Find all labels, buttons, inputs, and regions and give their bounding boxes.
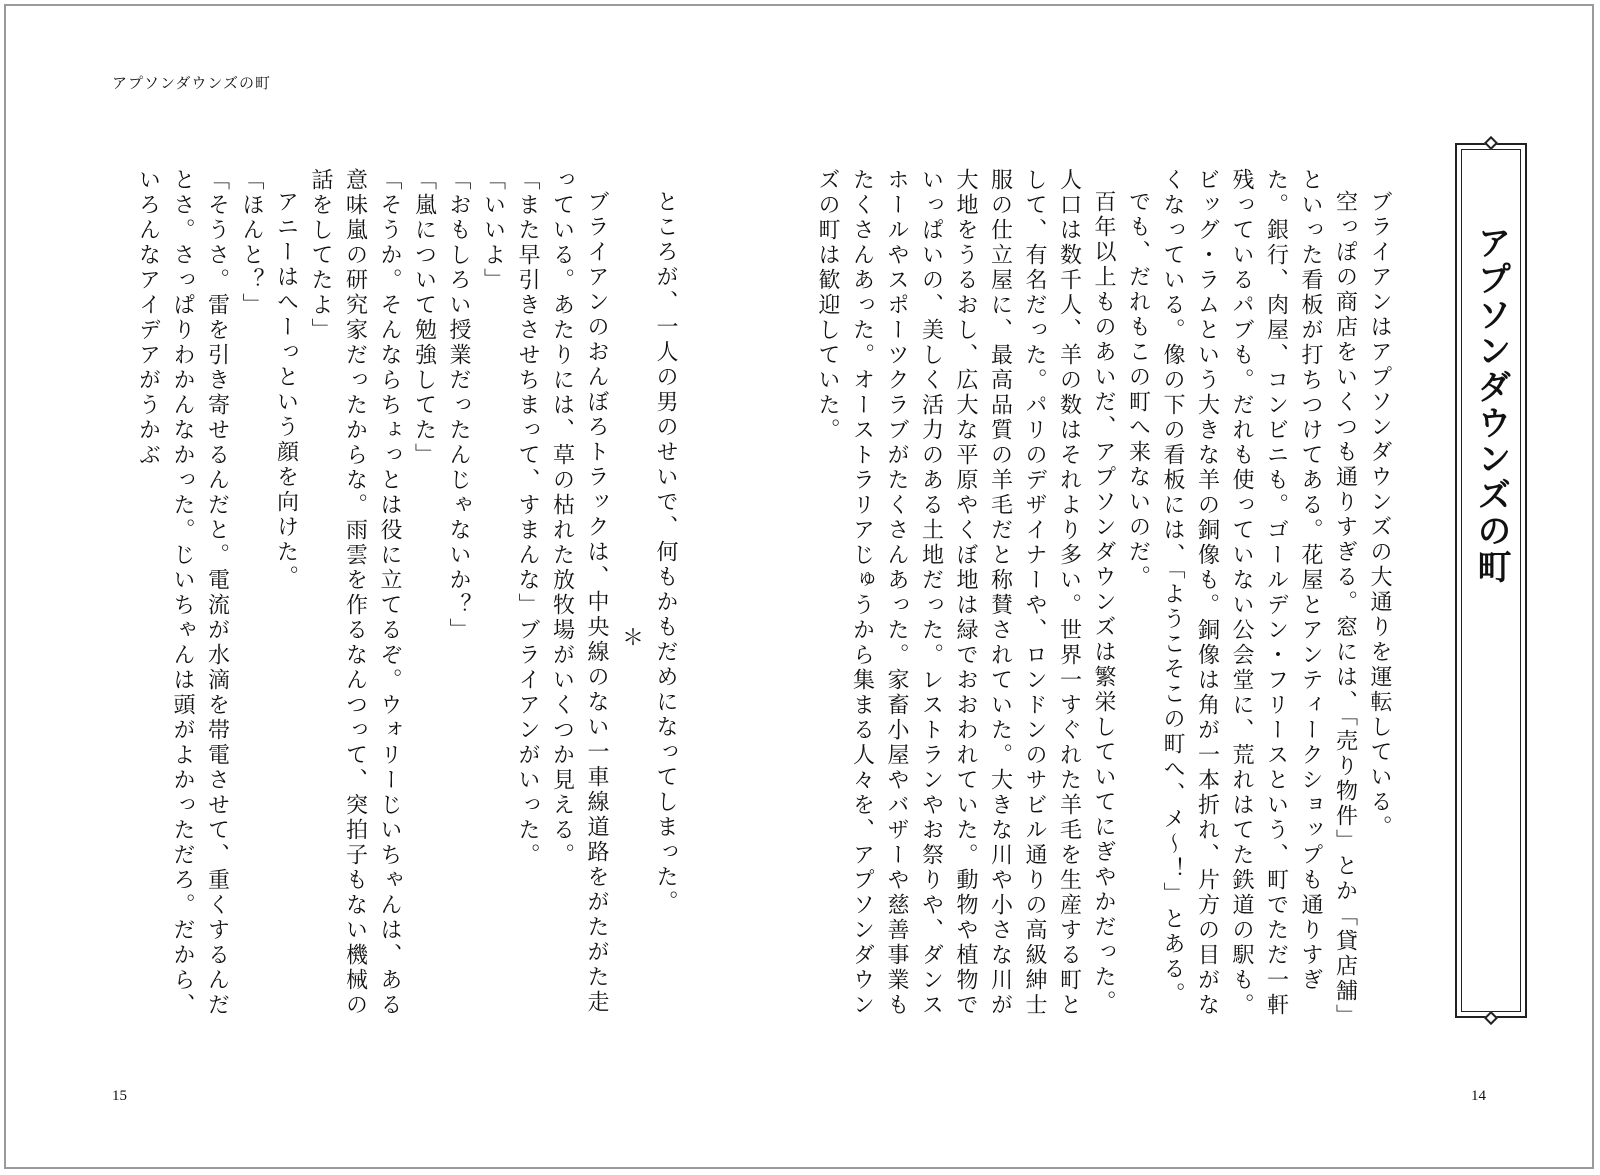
paragraph: ところが、一人の男のせいで、何もかもだめになってしまった。 — [653, 190, 678, 915]
paragraph: でも、だれもこの町へ来ないのだ。 — [1125, 190, 1151, 590]
paragraph: アニーはへーっという顔を向けた。 — [273, 190, 299, 590]
page-number-right: 14 — [1471, 1088, 1486, 1104]
section-break: ＊ — [618, 625, 644, 651]
running-head: アプソンダウンズの町 — [112, 74, 271, 92]
dialogue-line: 「嵐について勉強してた」 — [411, 168, 437, 468]
dialogue-line: 「また早引きさせちまって、すまんな」ブライアンがいった。 — [515, 168, 540, 868]
dialogue-line: 「そうさ。雷を引き寄せるんだと。電流が水滴を帯電させて、重くするんだとさ。さっぱりわかんなかった。じいちゃんは頭がよかっただろ。だから、いろんなアイデアがうかぶ — [135, 168, 230, 1018]
paragraph: 百年以上ものあいだ、アプソンダウンズは繁栄していてにぎやかだった。人口は数千人、羊の数はそれより多い。世界一すぐれた羊毛を生産する町として、有名だった。パリのデザイナーや、ロンドンのサビル通りの高級紳士服の仕立屋に、最高品質の羊毛だと称賛されていた。大きな川や小さな川が大地をうるおし、広大な平原やくぼ地は緑でおおわれていた。動物や植物でいっぱいの、美しく活力のある土地だった。レストランやお祭りや、ダンスホールやスポーツクラブがたくさんあった。家畜小屋やバザーや慈善事業もたくさんあった。オーストラリアじゅうから集まる人々を、アプソンダウンズの町は歓迎していた。 — [815, 168, 1116, 1018]
dialogue-line: 「いいよ」 — [480, 168, 506, 293]
dialogue-line: 「おもしろい授業だったんじゃないか？」 — [446, 168, 471, 643]
dialogue-line: 「そうか。そんならちょっとは役に立てるぞ。ウォリーじいちゃんは、ある意味嵐の研究家だったからな。雨雲を作るなんつって、突拍子もない機械の話をしてたよ」 — [308, 168, 402, 1018]
paragraph: ブライアンのおんぼろトラックは、中央線のない一車線道路をがたがた走っている。あたりには、草の枯れた放牧場がいくつか見える。 — [549, 168, 609, 1015]
left-page-body — [92, 168, 682, 1028]
page-number-left: 15 — [112, 1088, 127, 1104]
chapter-title-box — [1455, 143, 1527, 1018]
dialogue-line: 「ほんと？」 — [239, 168, 264, 318]
paragraph: ブライアンはアプソンダウンズの大通りを運転している。 — [1367, 190, 1392, 840]
paragraph: 空っぽの商店をいくつも通りすぎる。窓には、「売り物件」とか「貸店舗」といった看板が打ちつけてある。花屋とアンティークショップも通りすぎた。銀行、肉屋、コンビニも。ゴールデン・フリースという、町でただ一軒残っているパブも。だれも使っていない公会堂に、荒れはてた鉄道の駅も。ビッグ・ラムという大きな羊の銅像も。銅像は角が一本折れ、片方の目がなくなっている。像の下の看板には、「ようこそこの町へ、メ～！」とある。 — [1160, 168, 1358, 1018]
right-page-body — [815, 168, 1396, 1028]
chapter-title: アプソンダウンズの町 — [1471, 225, 1511, 585]
